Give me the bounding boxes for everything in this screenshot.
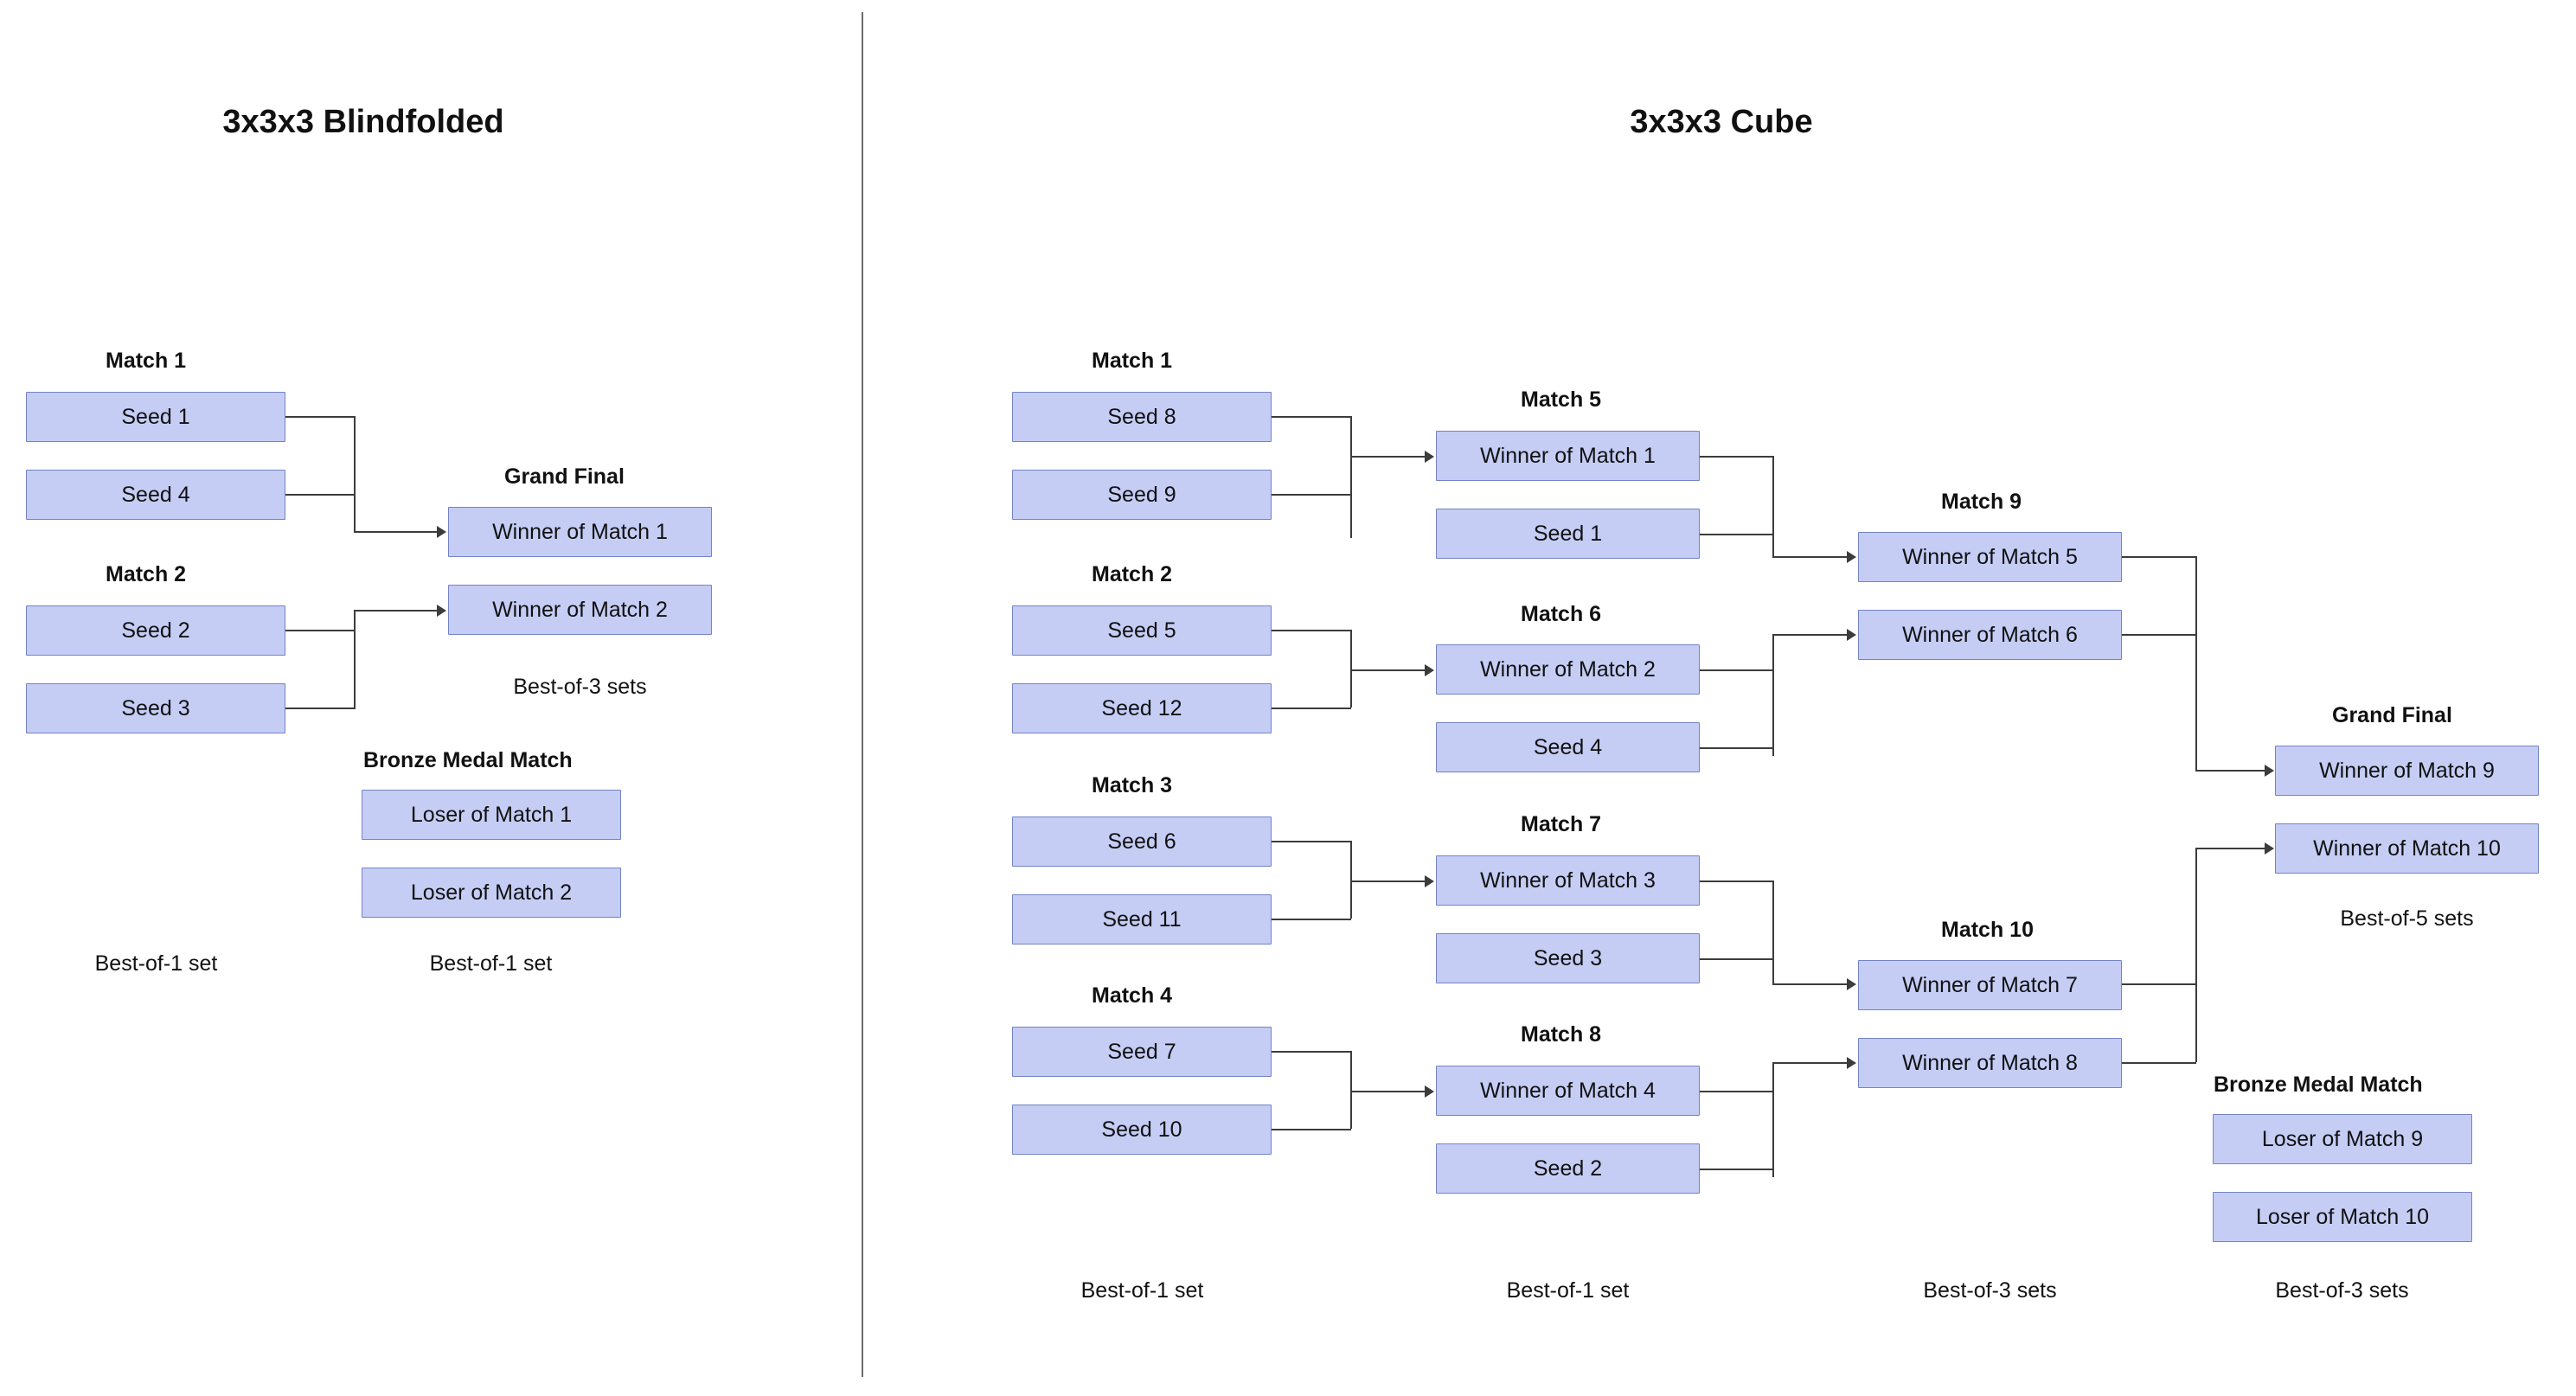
connector-cube-seed7 xyxy=(1272,1051,1351,1053)
connector-cube-m4-join xyxy=(1350,1051,1352,1129)
connector-cube-m6b xyxy=(1700,747,1773,749)
box-cube-seed-9[interactable]: Seed 9 xyxy=(1012,470,1272,520)
connector-bf-m2-join xyxy=(354,610,356,709)
connector-cube-m2-join xyxy=(1350,630,1352,708)
box-bf-seed-4[interactable]: Seed 4 xyxy=(26,470,285,520)
connector-bf-m1-out xyxy=(354,531,437,533)
connector-cube-m7a xyxy=(1700,881,1773,882)
match-label-cube-match-10: Match 10 xyxy=(1941,918,2034,942)
box-cube-winner-of-match-10[interactable]: Winner of Match 10 xyxy=(2275,823,2539,874)
arrow-cube-m4 xyxy=(1425,1085,1434,1098)
match-label-bf-bronze: Bronze Medal Match xyxy=(363,748,573,772)
box-cube-seed-3[interactable]: Seed 3 xyxy=(1436,933,1700,983)
connector-bf-seed2 xyxy=(285,630,355,631)
connector-cube-m5-join xyxy=(1772,456,1774,557)
arrow-bf-m2 xyxy=(437,605,446,617)
connector-cube-m3-join xyxy=(1350,841,1352,919)
caption-bf-grand-final: Best-of-3 sets xyxy=(513,675,647,699)
connector-cube-m8a xyxy=(1700,1091,1773,1092)
arrow-bf-m1 xyxy=(437,526,446,538)
connector-bf-m2-out xyxy=(354,610,437,612)
connector-cube-m4-out xyxy=(1350,1091,1425,1092)
connector-cube-m8-out xyxy=(1772,1062,1847,1064)
box-cube-winner-of-match-2[interactable]: Winner of Match 2 xyxy=(1436,644,1700,695)
match-label-bf-grand-final: Grand Final xyxy=(504,464,625,489)
connector-cube-m10a xyxy=(2122,983,2196,985)
caption-bf-bronze: Best-of-1 set xyxy=(429,951,553,976)
connector-cube-m8b xyxy=(1700,1169,1773,1170)
arrow-cube-m7 xyxy=(1847,978,1856,990)
box-cube-seed-8[interactable]: Seed 8 xyxy=(1012,392,1272,442)
box-bf-seed-2[interactable]: Seed 2 xyxy=(26,605,285,656)
caption-cube-round-3: Best-of-3 sets xyxy=(1923,1278,2057,1303)
box-cube-seed-12[interactable]: Seed 12 xyxy=(1012,683,1272,733)
box-cube-seed-4[interactable]: Seed 4 xyxy=(1436,722,1700,772)
match-label-bf-match-1: Match 1 xyxy=(106,349,187,373)
match-label-cube-match-2: Match 2 xyxy=(1092,562,1173,586)
box-cube-winner-of-match-8[interactable]: Winner of Match 8 xyxy=(1858,1038,2122,1088)
match-label-cube-match-9: Match 9 xyxy=(1941,490,2022,514)
box-bf-loser-of-match-2[interactable]: Loser of Match 2 xyxy=(362,868,621,918)
caption-cube-bronze: Best-of-3 sets xyxy=(2275,1278,2409,1303)
connector-cube-m6-join xyxy=(1772,634,1774,756)
connector-cube-m9-out xyxy=(2195,770,2265,772)
connector-cube-m8-join xyxy=(1772,1062,1774,1177)
connector-cube-m6-out xyxy=(1772,634,1847,636)
caption-cube-round-2: Best-of-1 set xyxy=(1506,1278,1630,1303)
box-cube-seed-6[interactable]: Seed 6 xyxy=(1012,816,1272,867)
connector-cube-m7-out xyxy=(1772,983,1847,985)
connector-cube-seed9 xyxy=(1272,494,1351,496)
box-cube-seed-5[interactable]: Seed 5 xyxy=(1012,605,1272,656)
arrow-cube-m3 xyxy=(1425,875,1434,887)
arrow-cube-m9 xyxy=(2265,765,2274,777)
connector-cube-seed11 xyxy=(1272,919,1351,920)
panel-divider xyxy=(862,12,863,1377)
box-cube-seed-11[interactable]: Seed 11 xyxy=(1012,894,1272,945)
box-cube-seed-7[interactable]: Seed 7 xyxy=(1012,1027,1272,1077)
match-label-cube-match-1: Match 1 xyxy=(1092,349,1173,373)
box-cube-winner-of-match-1[interactable]: Winner of Match 1 xyxy=(1436,431,1700,481)
match-label-cube-grand-final: Grand Final xyxy=(2332,703,2452,727)
connector-cube-seed8 xyxy=(1272,416,1351,418)
connector-cube-m10-out xyxy=(2195,848,2265,849)
connector-cube-m9-join xyxy=(2195,556,2197,771)
connector-cube-m10-join xyxy=(2195,848,2197,1062)
box-cube-winner-of-match-3[interactable]: Winner of Match 3 xyxy=(1436,855,1700,906)
connector-cube-m6a xyxy=(1700,669,1773,671)
match-label-cube-match-7: Match 7 xyxy=(1521,812,1602,836)
connector-cube-seed5 xyxy=(1272,630,1351,631)
connector-cube-m2-out xyxy=(1350,669,1425,671)
match-label-cube-match-3: Match 3 xyxy=(1092,773,1173,797)
match-label-cube-match-5: Match 5 xyxy=(1521,387,1602,412)
connector-cube-m1-out xyxy=(1350,456,1425,458)
box-bf-seed-1[interactable]: Seed 1 xyxy=(26,392,285,442)
box-cube-winner-of-match-4[interactable]: Winner of Match 4 xyxy=(1436,1066,1700,1116)
match-label-cube-match-4: Match 4 xyxy=(1092,983,1173,1008)
box-cube-winner-of-match-5[interactable]: Winner of Match 5 xyxy=(1858,532,2122,582)
connector-bf-seed1 xyxy=(285,416,355,418)
box-cube-winner-of-match-6[interactable]: Winner of Match 6 xyxy=(1858,610,2122,660)
box-bf-winner-of-match-2[interactable]: Winner of Match 2 xyxy=(448,585,712,635)
box-cube-loser-of-match-9[interactable]: Loser of Match 9 xyxy=(2213,1114,2472,1164)
connector-bf-m1-join xyxy=(354,416,356,532)
caption-cube-round-1: Best-of-1 set xyxy=(1080,1278,1204,1303)
match-label-bf-match-2: Match 2 xyxy=(106,562,187,586)
connector-cube-m5-out xyxy=(1772,556,1847,558)
connector-cube-m9b xyxy=(2122,634,2196,636)
connector-cube-seed6 xyxy=(1272,841,1351,842)
box-cube-winner-of-match-7[interactable]: Winner of Match 7 xyxy=(1858,960,2122,1010)
connector-cube-m5b xyxy=(1700,534,1773,535)
match-label-cube-bronze: Bronze Medal Match xyxy=(2214,1073,2423,1097)
match-label-cube-match-6: Match 6 xyxy=(1521,602,1602,626)
box-cube-loser-of-match-10[interactable]: Loser of Match 10 xyxy=(2213,1192,2472,1242)
connector-bf-seed4 xyxy=(285,494,355,496)
box-cube-seed-10[interactable]: Seed 10 xyxy=(1012,1105,1272,1155)
arrow-cube-m8 xyxy=(1847,1057,1856,1069)
box-cube-winner-of-match-9[interactable]: Winner of Match 9 xyxy=(2275,746,2539,796)
arrow-cube-m6 xyxy=(1847,629,1856,641)
match-label-cube-match-8: Match 8 xyxy=(1521,1022,1602,1047)
connector-cube-seed12 xyxy=(1272,708,1351,709)
arrow-cube-m1 xyxy=(1425,451,1434,463)
connector-bf-seed3 xyxy=(285,708,355,709)
box-cube-seed-2[interactable]: Seed 2 xyxy=(1436,1143,1700,1194)
arrow-cube-m5 xyxy=(1847,551,1856,563)
box-cube-seed-1[interactable]: Seed 1 xyxy=(1436,509,1700,559)
box-bf-loser-of-match-1[interactable]: Loser of Match 1 xyxy=(362,790,621,840)
arrow-cube-m2 xyxy=(1425,664,1434,676)
connector-cube-seed10 xyxy=(1272,1129,1351,1130)
panel-title-blindfolded: 3x3x3 Blindfolded xyxy=(222,104,504,140)
arrow-cube-m10 xyxy=(2265,842,2274,855)
connector-cube-m9a xyxy=(2122,556,2196,558)
caption-cube-grand-final: Best-of-5 sets xyxy=(2340,906,2474,931)
panel-title-cube: 3x3x3 Cube xyxy=(1630,104,1813,140)
connector-cube-m1-join xyxy=(1350,416,1352,538)
connector-cube-m5a xyxy=(1700,456,1773,458)
box-bf-winner-of-match-1[interactable]: Winner of Match 1 xyxy=(448,507,712,557)
box-bf-seed-3[interactable]: Seed 3 xyxy=(26,683,285,733)
caption-bf-round-1: Best-of-1 set xyxy=(94,951,218,976)
connector-cube-m7-join xyxy=(1772,881,1774,984)
connector-cube-m7b xyxy=(1700,958,1773,960)
connector-cube-m3-out xyxy=(1350,881,1425,882)
connector-cube-m10b xyxy=(2122,1062,2196,1064)
